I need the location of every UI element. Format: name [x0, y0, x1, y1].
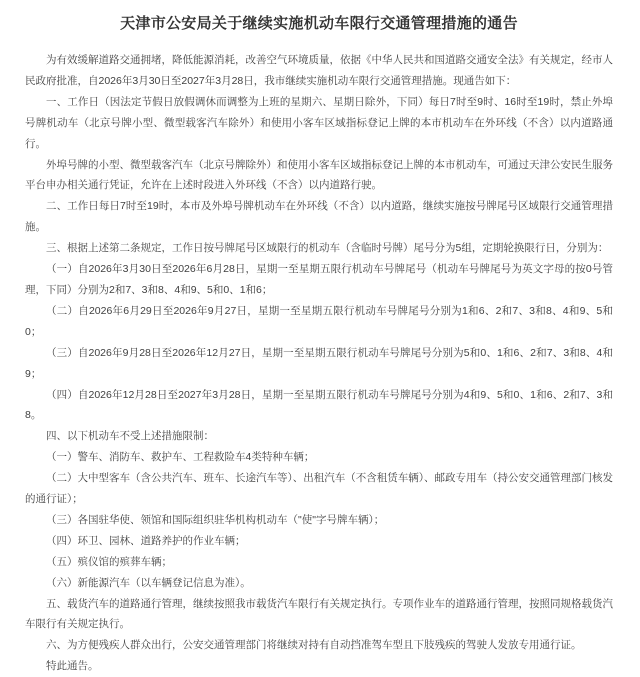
paragraph: （三）各国驻华使、领馆和国际组织驻华机构机动车（"使"字号牌车辆）；: [46, 513, 385, 526]
paragraph: （四）环卫、园林、道路养护的作业车辆；: [46, 534, 246, 547]
paragraph: （一）警车、消防车、救护车、工程救险车4类特种车辆；: [46, 451, 315, 464]
paragraph: （五）殡仪馆的殡葬车辆；: [46, 555, 172, 568]
paragraph: （三）自2026年9月28日至2026年12月27日，星期一至星期五限行机动车号牌尾号分别为5和0、1和6、2和7、3和8、4和9；: [25, 346, 613, 380]
paragraph: 为有效缓解道路交通拥堵，降低能源消耗，改善空气环境质量，依据《中华人民共和国道路交通安全法》有关规定，经市人民政府批准，自2026年3月30日至2027年3月28日，我市继续实施机动车限行交通管理措施。现通告如下：: [25, 54, 613, 87]
paragraph: 四、以下机动车不受上述措施限制：: [46, 430, 214, 443]
paragraph: 二、工作日每日7时至19时，本市及外埠号牌机动车在外环线（不含）以内道路，继续实施按号牌尾号区域限行交通管理措施。: [25, 200, 613, 234]
paragraph: （二）大中型客车（含公共汽车、班车、长途汽车等）、出租汽车（不含租赁车辆）、邮政专用车（持公安交通管理部门核发的通行证）；: [25, 472, 613, 506]
paragraph: （六）新能源汽车（以车辆登记信息为准）。: [46, 576, 251, 589]
document-title: 天津市公安局关于继续实施机动车限行交通管理措施的通告: [120, 15, 518, 32]
paragraph: 特此通告。: [46, 660, 99, 673]
paragraph: （一）自2026年3月30日至2026年6月28日，星期一至星期五限行机动车号牌尾号（机动车号牌尾号为英文字母的按0号管理，下同）分别为2和7、3和8、4和9、5和0、1和6；: [25, 263, 613, 296]
document-body: [25, 50, 613, 677]
paragraph: 六、为方便残疾人群众出行，公安交通管理部门将继续对持有自动挡准驾车型且下肢残疾的驾驶人发放专用通行证。: [46, 639, 582, 652]
paragraph: （二）自2026年6月29日至2026年9月27日，星期一至星期五限行机动车号牌尾号分别为1和6、2和7、3和8、4和9、5和0；: [25, 304, 613, 338]
paragraph: （四）自2026年12月28日至2027年3月28日，星期一至星期五限行机动车号牌尾号分别为4和9、5和0、1和6、2和7、3和8。: [25, 388, 613, 422]
paragraph: 三、根据上述第二条规定，工作日按号牌尾号区域限行的机动车（含临时号牌）尾号分为5组，定期轮换限行日，分别为：: [46, 242, 609, 255]
paragraph: 一、工作日（因法定节假日放假调休而调整为上班的星期六、星期日除外，下同）每日7时至9时、16时至19时，禁止外埠号牌机动车（北京号牌小型、微型载客汽车除外）和使用小客车区域指标登记上牌的本市机动车在外环线（不含）以内道路通行。: [25, 95, 613, 150]
paragraph: 五、载货汽车的道路通行管理，继续按照我市载货汽车限行有关规定执行。专项作业车的道路通行管理，按照同规格载货汽车限行有关规定执行。: [25, 597, 613, 631]
paragraph: 外埠号牌的小型、微型载客汽车（北京号牌除外）和使用小客车区域指标登记上牌的本市机动车，可通过天津公安民生服务平台申办相关通行凭证，允许在上述时段进入外环线（不含）以内道路行驶。: [25, 158, 613, 192]
